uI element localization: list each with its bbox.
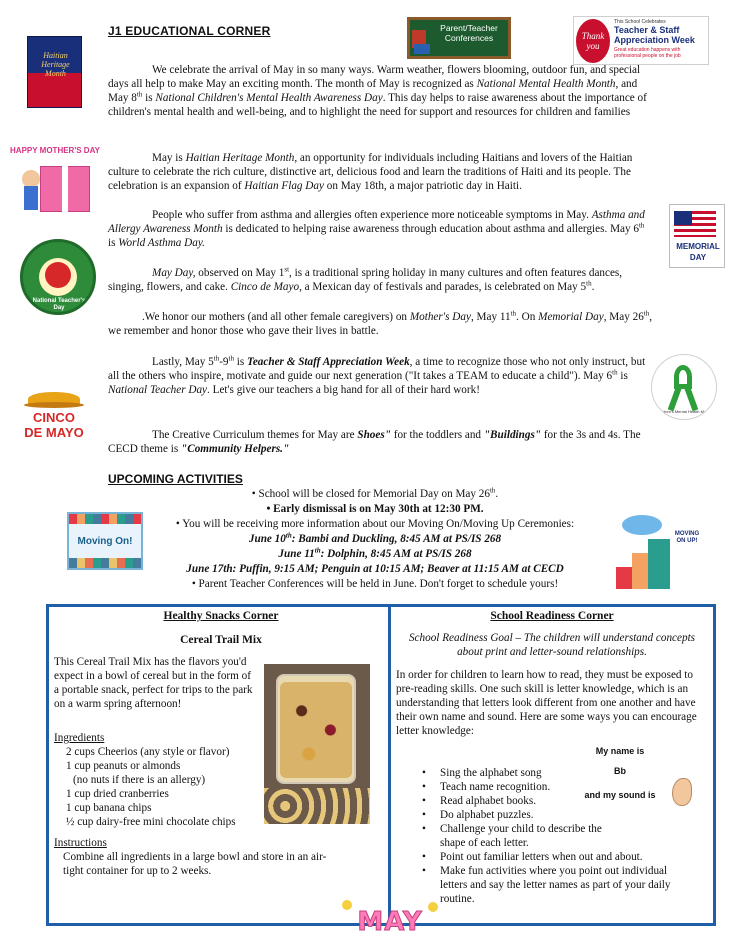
activity-early-dismissal: • Early dismissal is on May 30th at 12:30 PM.	[266, 503, 484, 515]
card-line-2: Bb	[614, 766, 626, 776]
instructions-label: Instructions	[54, 837, 107, 849]
mental-health-text: Children's Mental Health Matters	[656, 409, 714, 414]
teacher-day-text: National Teacher's Day	[32, 298, 86, 311]
readiness-heading: School Readiness Corner	[490, 610, 614, 622]
moving-on-up-image	[612, 509, 702, 593]
activities-heading: UPCOMING ACTIVITIES	[108, 472, 243, 486]
may-banner-image	[340, 898, 440, 944]
corners-divider	[388, 604, 391, 926]
moving-up-text: MOVING ON UP!	[674, 531, 700, 544]
paragraph-teacher-appreciation: Lastly, May 5th-9th is Teacher & Staff Appreciation Week, a time to recognize those who not only instruct, but all the others who inspire, motivate and guide our next generation ("It takes a TEAM to educate a child"). May 6th is National Teacher Day. Let's give our teachers a big hand for all of their hard work!	[108, 354, 646, 396]
cinco-de-mayo-image	[24, 392, 84, 452]
list-item: • Make fun activities where you point out individual letters and say the letter names as part of your daily routine.	[410, 864, 694, 906]
readiness-tips	[410, 766, 694, 906]
ingredient-item: 1 cup peanuts or almonds	[66, 760, 181, 772]
memorial-day-flag-image	[669, 204, 725, 268]
ptc-text: Parent/Teacher Conferences	[440, 23, 498, 43]
instructions-text: Combine all ingredients in a large bowl and store in an air-tight container for up to 2 weeks.	[63, 851, 327, 877]
activity-memorial-closure: • School will be closed for Memorial Day on May 26th.	[251, 486, 499, 500]
activity-schedule-3: June 17th: Puffin, 9:15 AM; Penguin at 10:15 AM; Beaver at 11:15 AM at CECD	[186, 563, 564, 575]
activity-schedule-1: June 10th: Bambi and Duckling, 8:45 AM at PS/IS 268	[248, 531, 502, 545]
list-item: • Do alphabet puzzles.	[410, 808, 694, 822]
readiness-goal: School Readiness Goal – The children will understand concepts about print and letter-sound relationships.	[408, 632, 696, 658]
ingredients-label: Ingredients	[54, 732, 105, 744]
activity-conferences: • Parent Teacher Conferences will be held in June. Don't forget to schedule yours!	[191, 578, 559, 590]
mothers-day-gift-image	[10, 146, 100, 216]
card-line-3: and my sound is	[584, 790, 656, 800]
activity-schedule-2: June 11th: Dolphin, 8:45 AM at PS/IS 268	[278, 546, 472, 560]
list-item: • Point out familiar letters when out and about.	[410, 850, 694, 864]
ingredient-item: ½ cup dairy-free mini chocolate chips	[66, 816, 236, 828]
may-text: MAY	[357, 907, 423, 937]
mental-health-ribbon-image	[651, 354, 717, 420]
mothers-day-text: HAPPY MOTHER'S DAY	[10, 146, 100, 155]
recipe-intro: This Cereal Trail Mix has the flavors you'd expect in a bowl of cereal but in the form of a portable snack, perfect for trips to the park on a warm spring afternoon!	[54, 656, 253, 710]
thank-you-apple-icon: Thank you	[576, 19, 610, 63]
parent-teacher-conferences-image	[407, 17, 511, 59]
card-line-1: My name is	[595, 746, 645, 756]
appreciation-top: This School Celebrates	[614, 19, 666, 25]
appreciation-sub: Great education happens with professional people on the job	[614, 47, 681, 59]
paragraph-haitian-heritage: May is Haitian Heritage Month, an opportunity for individuals including Haitians and lovers of the Haitian culture to celebrate the rich culture, distinctive art, delicious food and learn the traditions of Haiti and its people. The celebration is an expansion of Haitian Flag Day on May 18th, a major patriotic day in Haiti.	[108, 152, 633, 192]
haitian-heritage-book-image	[27, 36, 82, 108]
memorial-day-text: MEMORIAL DAY	[676, 242, 720, 262]
snacks-heading: Healthy Snacks Corner	[163, 610, 279, 622]
ingredient-item: 1 cup banana chips	[66, 802, 152, 814]
moving-on-image	[67, 512, 143, 570]
trail-mix-jar-image	[264, 664, 370, 824]
readiness-intro: In order for children to learn how to read, they must be exposed to pre-reading skills. One such skill is letter knowledge, which is an understanding that letters look different from one another and have their own name and sound. Here are some ways you can encourage letter knowledge:	[396, 669, 697, 737]
list-item: • Teach name recognition.	[410, 780, 694, 794]
paragraph-intro: We celebrate the arrival of May in so many ways. Warm weather, flowers blooming, outdoor fun, and special days all help to make May an exciting month. The month of May is recognized as National Mental Health Month, and May 8th is National Children's Mental Health Awareness Day. This day helps to raise awareness about the importance of children's mental health and well-being, and to highlight the need for support and resources for children and families	[108, 64, 647, 118]
activity-moving-on-intro: • You will be receiving more information about our Moving On/Moving Up Ceremonies:	[175, 518, 575, 530]
paragraph-curriculum: The Creative Curriculum themes for May are Shoes" for the toddlers and "Buildings" for the 3s and 4s. The CECD theme is "Community Helpers."	[108, 429, 641, 455]
recipe-title: Cereal Trail Mix	[180, 634, 262, 646]
ingredient-item: (no nuts if there is an allergy)	[73, 774, 206, 786]
book-cover-text: Haitian Heritage Month	[41, 51, 70, 78]
page-title: J1 EDUCATIONAL CORNER	[108, 24, 271, 38]
paragraph-may-day: May Day, observed on May 1st, is a traditional spring holiday in many cultures and often features dances, singing, flowers, and cake. Cinco de Mayo, a Mexican day of festivals and parades, is celebrated on May 5th.	[108, 265, 623, 293]
ingredient-item: 2 cups Cheerios (any style or flavor)	[66, 746, 230, 758]
cinco-de-mayo-text: CINCO DE MAYO	[24, 410, 84, 440]
moving-on-text: Moving On!	[77, 536, 133, 547]
ingredient-item: 1 cup dried cranberries	[66, 788, 169, 800]
appreciation-week-image	[573, 16, 709, 65]
list-item: • Challenge your child to describe the shape of each letter.	[410, 822, 630, 850]
paragraph-mothers-memorial: .We honor our mothers (and all other female caregivers) on Mother's Day, May 11th. On Memorial Day, May 26th, we remember and honor those who gave their lives in battle.	[108, 309, 653, 337]
list-item: • Read alphabet books.	[410, 794, 694, 808]
paragraph-asthma: People who suffer from asthma and allergies often experience more noticeable symptoms in May. Asthma and Allergy Awareness Month is dedicated to helping raise awareness through education about asthma and allergies. May 6th is World Asthma Day.	[108, 209, 645, 249]
appreciation-title: Teacher & Staff Appreciation Week	[614, 25, 695, 45]
list-item: • Sing the alphabet song	[410, 766, 694, 780]
national-teachers-day-badge	[20, 239, 96, 315]
